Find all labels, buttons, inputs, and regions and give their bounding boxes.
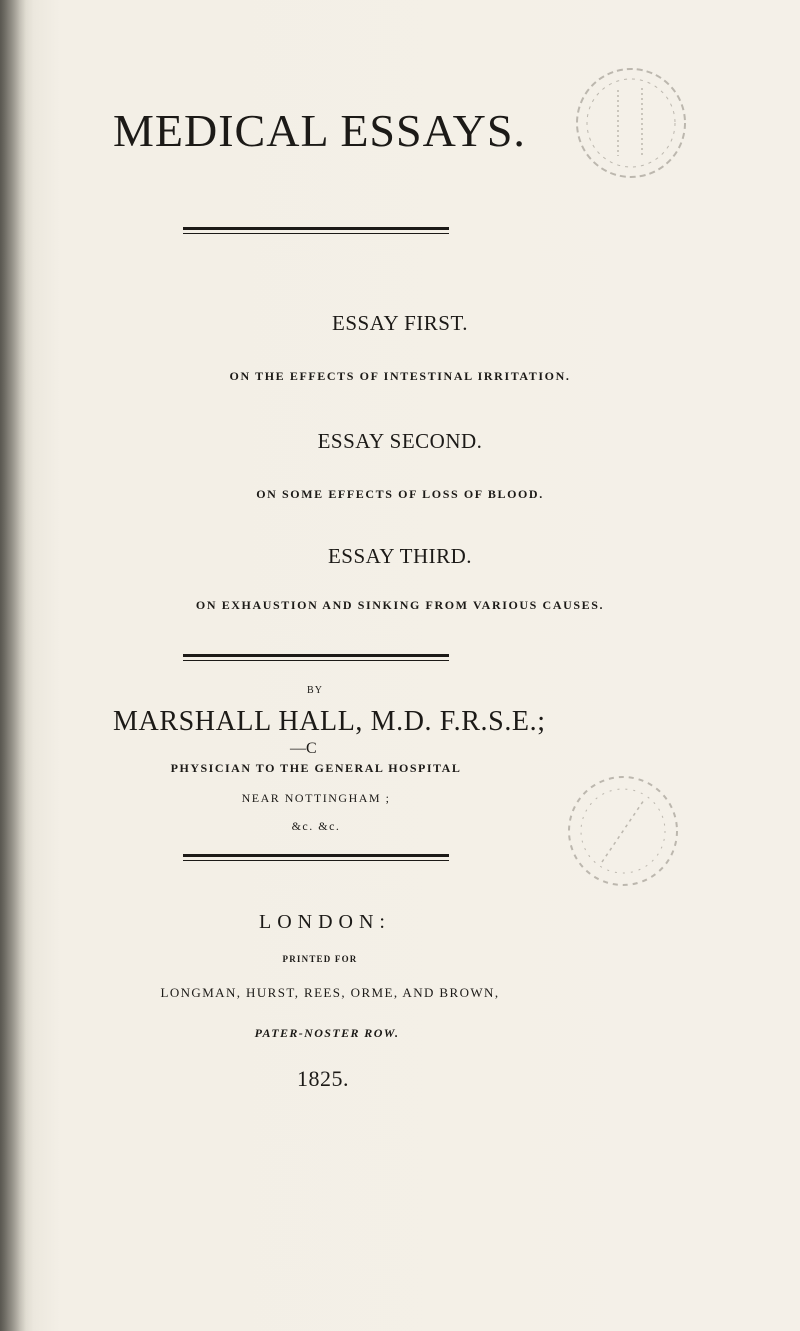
imprint-rule-thin: [183, 860, 449, 861]
printed-for-label: PRINTED FOR: [282, 954, 358, 964]
byline-rule-thin: [183, 660, 449, 661]
essay-second-subject: ON SOME EFFECTS OF LOSS OF BLOOD.: [256, 487, 544, 501]
author-position: PHYSICIAN TO THE GENERAL HOSPITAL: [170, 761, 462, 775]
author-location: NEAR NOTTINGHAM ;: [241, 791, 391, 805]
author-etc: &c. &c.: [291, 819, 341, 833]
essay-first-heading: ESSAY FIRST.: [332, 311, 468, 335]
publishers: LONGMAN, HURST, REES, ORME, AND BROWN,: [160, 985, 500, 1000]
essay-third-subject: ON EXHAUSTION AND SINKING FROM VARIOUS CAUSES.: [195, 598, 605, 612]
imprint-city: LONDON:: [259, 911, 391, 933]
publisher-address: PATER-NOSTER ROW.: [254, 1026, 400, 1040]
publication-year: 1825.: [297, 1066, 349, 1091]
handwritten-mark: —C: [290, 740, 317, 757]
title-rule: [183, 227, 449, 230]
author-name: MARSHALL HALL, M.D. F.R.S.E.;: [113, 706, 546, 737]
essay-first-subject: ON THE EFFECTS OF INTESTINAL IRRITATION.: [229, 369, 571, 383]
library-stamp-top: [570, 62, 692, 184]
essay-third-heading: ESSAY THIRD.: [327, 544, 473, 568]
binding-shadow: [0, 0, 26, 1331]
imprint-rule: [183, 854, 449, 857]
book-title: MEDICAL ESSAYS.: [113, 105, 526, 156]
title-rule-thin: [183, 233, 449, 234]
essay-second-heading: ESSAY SECOND.: [317, 429, 483, 453]
by-label: BY: [307, 685, 323, 696]
byline-rule: [183, 654, 449, 657]
